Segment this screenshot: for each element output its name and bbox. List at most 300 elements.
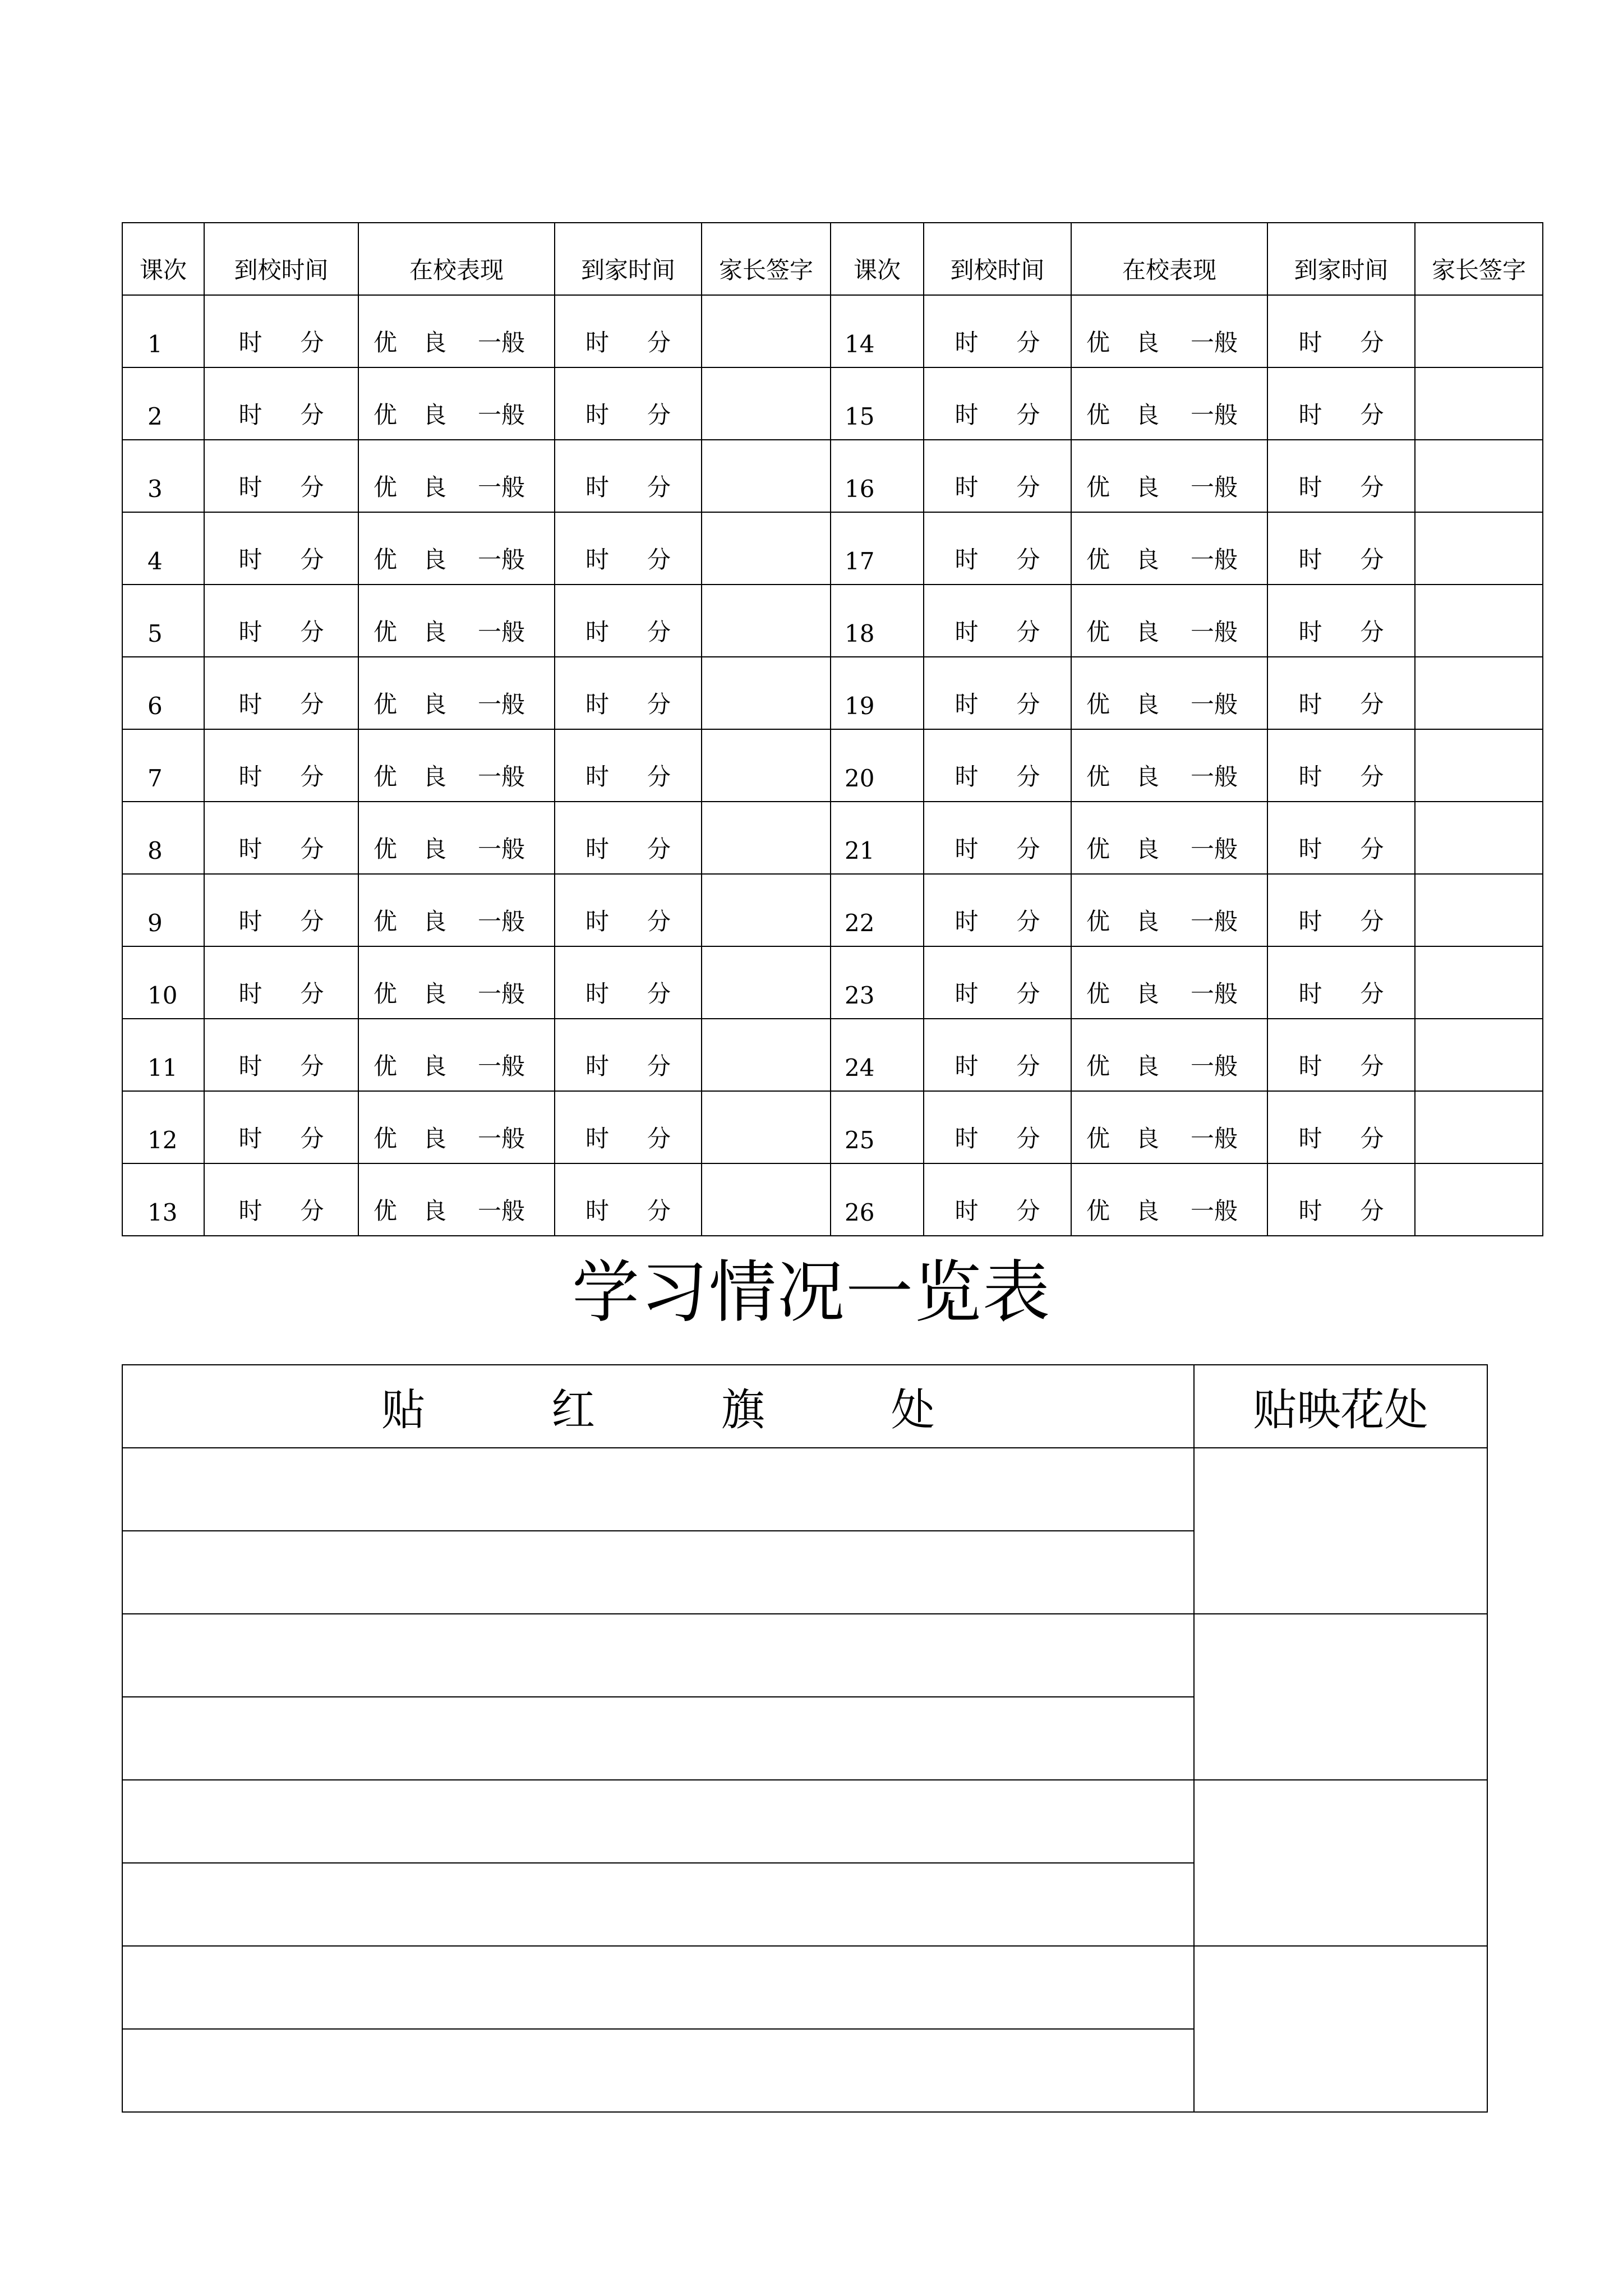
parent-signature-cell[interactable] bbox=[702, 585, 831, 657]
performance-good[interactable]: 良 bbox=[1136, 473, 1160, 501]
performance-cell[interactable] bbox=[358, 585, 555, 657]
performance-cell[interactable] bbox=[1071, 1019, 1267, 1091]
hour-label: 时 bbox=[585, 691, 609, 718]
performance-cell[interactable] bbox=[358, 657, 555, 729]
minute-label: 分 bbox=[647, 980, 671, 1007]
attendance-row bbox=[122, 1163, 1543, 1236]
performance-average[interactable]: 一般 bbox=[478, 401, 525, 429]
arrive-school-cell[interactable] bbox=[924, 1163, 1071, 1236]
performance-cell[interactable] bbox=[358, 367, 555, 440]
arrive-school-cell[interactable] bbox=[204, 1019, 358, 1091]
minute-label: 分 bbox=[1016, 329, 1040, 356]
performance-excellent[interactable]: 优 bbox=[1086, 691, 1110, 718]
arrive-school-cell[interactable] bbox=[204, 729, 358, 802]
performance-average[interactable]: 一般 bbox=[478, 1052, 525, 1080]
arrive-school-cell[interactable] bbox=[204, 1163, 358, 1236]
parent-signature-cell[interactable] bbox=[1415, 729, 1543, 802]
arrive-home-cell[interactable] bbox=[1267, 440, 1415, 512]
lesson-number: 1 bbox=[122, 295, 204, 367]
arrive-school-cell[interactable] bbox=[924, 729, 1071, 802]
performance-cell[interactable] bbox=[358, 1163, 555, 1236]
parent-signature-cell[interactable] bbox=[702, 729, 831, 802]
arrive-home-cell[interactable] bbox=[555, 585, 702, 657]
arrive-home-cell[interactable] bbox=[555, 440, 702, 512]
hour-label: 时 bbox=[1298, 1125, 1322, 1152]
parent-signature-cell[interactable] bbox=[1415, 440, 1543, 512]
hour-label: 时 bbox=[238, 546, 262, 573]
parent-signature-cell[interactable] bbox=[1415, 1019, 1543, 1091]
lesson-number: 7 bbox=[122, 729, 204, 802]
performance-cell[interactable] bbox=[358, 946, 555, 1019]
performance-good[interactable]: 良 bbox=[1136, 618, 1160, 646]
performance-good[interactable]: 良 bbox=[423, 546, 447, 573]
performance-cell[interactable] bbox=[1071, 440, 1267, 512]
performance-average[interactable]: 一般 bbox=[1191, 763, 1238, 790]
parent-signature-cell[interactable] bbox=[1415, 512, 1543, 585]
performance-excellent[interactable]: 优 bbox=[1086, 1197, 1110, 1225]
hour-label: 时 bbox=[238, 763, 262, 790]
hour-label: 时 bbox=[955, 691, 979, 718]
performance-good[interactable]: 良 bbox=[1136, 1197, 1160, 1225]
arrive-home-cell[interactable] bbox=[1267, 295, 1415, 367]
performance-average[interactable]: 一般 bbox=[1191, 835, 1238, 863]
header-arrive-home: 到家时间 bbox=[555, 223, 702, 295]
performance-excellent[interactable]: 优 bbox=[374, 473, 398, 501]
parent-signature-cell[interactable] bbox=[1415, 1163, 1543, 1236]
arrive-home-cell[interactable] bbox=[555, 657, 702, 729]
flower-cell[interactable] bbox=[1194, 1614, 1487, 1780]
hour-label: 时 bbox=[238, 691, 262, 718]
flower-cell[interactable] bbox=[1194, 1946, 1487, 2112]
arrive-school-cell[interactable] bbox=[924, 657, 1071, 729]
arrive-home-cell[interactable] bbox=[1267, 585, 1415, 657]
hour-label: 时 bbox=[955, 546, 979, 573]
lesson-number: 9 bbox=[122, 874, 204, 946]
minute-label: 分 bbox=[647, 401, 671, 429]
minute-label: 分 bbox=[1360, 546, 1384, 573]
performance-average[interactable]: 一般 bbox=[1191, 546, 1238, 573]
performance-cell[interactable] bbox=[1071, 1163, 1267, 1236]
performance-cell[interactable] bbox=[1071, 802, 1267, 874]
performance-excellent[interactable]: 优 bbox=[374, 835, 398, 863]
sticker-row bbox=[122, 1614, 1487, 1697]
arrive-home-cell[interactable] bbox=[1267, 729, 1415, 802]
parent-signature-cell[interactable] bbox=[702, 440, 831, 512]
performance-cell[interactable] bbox=[1071, 585, 1267, 657]
hour-label: 时 bbox=[238, 980, 262, 1007]
arrive-home-cell[interactable] bbox=[1267, 802, 1415, 874]
arrive-home-cell[interactable] bbox=[555, 512, 702, 585]
performance-good[interactable]: 良 bbox=[1136, 401, 1160, 429]
performance-average[interactable]: 一般 bbox=[1191, 908, 1238, 935]
parent-signature-cell[interactable] bbox=[702, 802, 831, 874]
minute-label: 分 bbox=[300, 908, 324, 935]
performance-excellent[interactable]: 优 bbox=[374, 980, 398, 1007]
performance-excellent[interactable]: 优 bbox=[1086, 618, 1110, 646]
performance-excellent[interactable]: 优 bbox=[1086, 835, 1110, 863]
sticker-row bbox=[122, 1946, 1487, 2029]
performance-excellent[interactable]: 优 bbox=[1086, 401, 1110, 429]
page-title: 学习情况一览表 bbox=[572, 1254, 1051, 1332]
parent-signature-cell[interactable] bbox=[702, 946, 831, 1019]
performance-average[interactable]: 一般 bbox=[478, 329, 525, 356]
performance-average[interactable]: 一般 bbox=[1191, 401, 1238, 429]
hour-label: 时 bbox=[1298, 691, 1322, 718]
arrive-home-cell[interactable] bbox=[1267, 367, 1415, 440]
arrive-school-cell[interactable] bbox=[924, 802, 1071, 874]
performance-excellent[interactable]: 优 bbox=[1086, 546, 1110, 573]
lesson-number: 13 bbox=[122, 1163, 204, 1236]
minute-label: 分 bbox=[1016, 1125, 1040, 1152]
performance-cell[interactable] bbox=[358, 874, 555, 946]
performance-good[interactable]: 良 bbox=[1136, 1125, 1160, 1152]
performance-cell[interactable] bbox=[1071, 1091, 1267, 1163]
minute-label: 分 bbox=[300, 401, 324, 429]
arrive-home-cell[interactable] bbox=[555, 802, 702, 874]
hour-label: 时 bbox=[1298, 401, 1322, 429]
performance-good[interactable]: 良 bbox=[1136, 1052, 1160, 1080]
performance-average[interactable]: 一般 bbox=[478, 1197, 525, 1225]
performance-excellent[interactable]: 优 bbox=[1086, 329, 1110, 356]
flag-header-char: 处 bbox=[891, 1385, 935, 1435]
performance-average[interactable]: 一般 bbox=[478, 908, 525, 935]
performance-good[interactable]: 良 bbox=[423, 401, 447, 429]
performance-good[interactable]: 良 bbox=[423, 980, 447, 1007]
parent-signature-cell[interactable] bbox=[1415, 1091, 1543, 1163]
hour-label: 时 bbox=[238, 473, 262, 501]
hour-label: 时 bbox=[955, 1197, 979, 1225]
performance-average[interactable]: 一般 bbox=[478, 980, 525, 1007]
performance-good[interactable]: 良 bbox=[423, 1125, 447, 1152]
performance-excellent[interactable]: 优 bbox=[1086, 473, 1110, 501]
minute-label: 分 bbox=[300, 1052, 324, 1080]
performance-average[interactable]: 一般 bbox=[478, 473, 525, 501]
lesson-number: 25 bbox=[831, 1091, 924, 1163]
performance-good[interactable]: 良 bbox=[423, 691, 447, 718]
arrive-home-cell[interactable] bbox=[555, 367, 702, 440]
minute-label: 分 bbox=[300, 980, 324, 1007]
performance-good[interactable]: 良 bbox=[1136, 329, 1160, 356]
performance-average[interactable]: 一般 bbox=[1191, 618, 1238, 646]
lesson-number: 19 bbox=[831, 657, 924, 729]
minute-label: 分 bbox=[1016, 401, 1040, 429]
minute-label: 分 bbox=[1360, 980, 1384, 1007]
attendance-row bbox=[122, 946, 1543, 1019]
arrive-school-cell[interactable] bbox=[204, 585, 358, 657]
red-flag-header bbox=[122, 1365, 1194, 1448]
parent-signature-cell[interactable] bbox=[702, 657, 831, 729]
red-flag-cell[interactable] bbox=[122, 1614, 1194, 1697]
performance-excellent[interactable]: 优 bbox=[1086, 908, 1110, 935]
arrive-school-cell[interactable] bbox=[924, 1091, 1071, 1163]
arrive-home-cell[interactable] bbox=[1267, 1163, 1415, 1236]
arrive-school-cell[interactable] bbox=[924, 874, 1071, 946]
minute-label: 分 bbox=[647, 908, 671, 935]
performance-average[interactable]: 一般 bbox=[478, 1125, 525, 1152]
hour-label: 时 bbox=[238, 618, 262, 646]
parent-signature-cell[interactable] bbox=[1415, 367, 1543, 440]
hour-label: 时 bbox=[238, 329, 262, 356]
performance-good[interactable]: 良 bbox=[1136, 908, 1160, 935]
hour-label: 时 bbox=[585, 546, 609, 573]
minute-label: 分 bbox=[300, 691, 324, 718]
parent-signature-cell[interactable] bbox=[1415, 657, 1543, 729]
lesson-number: 6 bbox=[122, 657, 204, 729]
performance-good[interactable]: 良 bbox=[1136, 980, 1160, 1007]
performance-good[interactable]: 良 bbox=[1136, 835, 1160, 863]
parent-signature-cell[interactable] bbox=[702, 1091, 831, 1163]
minute-label: 分 bbox=[1360, 908, 1384, 935]
arrive-school-cell[interactable] bbox=[924, 512, 1071, 585]
arrive-school-cell[interactable] bbox=[204, 802, 358, 874]
performance-average[interactable]: 一般 bbox=[478, 835, 525, 863]
hour-label: 时 bbox=[585, 980, 609, 1007]
performance-good[interactable]: 良 bbox=[423, 618, 447, 646]
arrive-school-cell[interactable] bbox=[924, 1019, 1071, 1091]
lesson-number: 3 bbox=[122, 440, 204, 512]
arrive-home-cell[interactable] bbox=[555, 295, 702, 367]
lesson-number: 16 bbox=[831, 440, 924, 512]
minute-label: 分 bbox=[647, 1052, 671, 1080]
lesson-number: 8 bbox=[122, 802, 204, 874]
parent-signature-cell[interactable] bbox=[702, 1163, 831, 1236]
hour-label: 时 bbox=[955, 473, 979, 501]
lesson-number: 4 bbox=[122, 512, 204, 585]
arrive-home-cell[interactable] bbox=[555, 946, 702, 1019]
hour-label: 时 bbox=[238, 835, 262, 863]
performance-excellent[interactable]: 优 bbox=[374, 691, 398, 718]
performance-good[interactable]: 良 bbox=[423, 763, 447, 790]
hour-label: 时 bbox=[955, 1125, 979, 1152]
arrive-school-cell[interactable] bbox=[924, 946, 1071, 1019]
arrive-home-cell[interactable] bbox=[1267, 1091, 1415, 1163]
arrive-school-cell[interactable] bbox=[924, 585, 1071, 657]
flag-header-char: 贴 bbox=[381, 1385, 426, 1435]
hour-label: 时 bbox=[585, 763, 609, 790]
performance-good[interactable]: 良 bbox=[1136, 691, 1160, 718]
performance-excellent[interactable]: 优 bbox=[374, 618, 398, 646]
hour-label: 时 bbox=[585, 473, 609, 501]
arrive-home-cell[interactable] bbox=[1267, 1019, 1415, 1091]
performance-cell[interactable] bbox=[358, 440, 555, 512]
minute-label: 分 bbox=[1360, 401, 1384, 429]
performance-cell[interactable] bbox=[1071, 295, 1267, 367]
arrive-home-cell[interactable] bbox=[1267, 874, 1415, 946]
performance-cell[interactable] bbox=[1071, 657, 1267, 729]
lesson-number: 2 bbox=[122, 367, 204, 440]
performance-excellent[interactable]: 优 bbox=[374, 763, 398, 790]
attendance-row bbox=[122, 802, 1543, 874]
performance-excellent[interactable]: 优 bbox=[374, 1125, 398, 1152]
parent-signature-cell[interactable] bbox=[702, 295, 831, 367]
attendance-row bbox=[122, 657, 1543, 729]
arrive-school-cell[interactable] bbox=[204, 657, 358, 729]
performance-average[interactable]: 一般 bbox=[1191, 980, 1238, 1007]
arrive-home-cell[interactable] bbox=[1267, 657, 1415, 729]
parent-signature-cell[interactable] bbox=[702, 512, 831, 585]
attendance-row bbox=[122, 440, 1543, 512]
performance-excellent[interactable]: 优 bbox=[374, 1052, 398, 1080]
header-parent-signature: 家长签字 bbox=[702, 223, 831, 295]
performance-average[interactable]: 一般 bbox=[1191, 473, 1238, 501]
performance-cell[interactable] bbox=[1071, 729, 1267, 802]
performance-cell[interactable] bbox=[1071, 367, 1267, 440]
minute-label: 分 bbox=[1360, 1125, 1384, 1152]
performance-cell[interactable] bbox=[358, 729, 555, 802]
flag-header-char: 红 bbox=[551, 1385, 596, 1435]
minute-label: 分 bbox=[1360, 1197, 1384, 1225]
lesson-number: 26 bbox=[831, 1163, 924, 1236]
hour-label: 时 bbox=[955, 401, 979, 429]
hour-label: 时 bbox=[955, 908, 979, 935]
minute-label: 分 bbox=[647, 1125, 671, 1152]
red-flag-cell[interactable] bbox=[122, 1448, 1194, 1531]
minute-label: 分 bbox=[1016, 908, 1040, 935]
arrive-home-cell[interactable] bbox=[555, 1091, 702, 1163]
performance-excellent[interactable]: 优 bbox=[1086, 1052, 1110, 1080]
performance-average[interactable]: 一般 bbox=[1191, 1197, 1238, 1225]
performance-good[interactable]: 良 bbox=[1136, 546, 1160, 573]
minute-label: 分 bbox=[647, 691, 671, 718]
parent-signature-cell[interactable] bbox=[702, 1019, 831, 1091]
performance-excellent[interactable]: 优 bbox=[1086, 1125, 1110, 1152]
minute-label: 分 bbox=[1360, 473, 1384, 501]
red-flag-cell[interactable] bbox=[122, 1697, 1194, 1780]
performance-average[interactable]: 一般 bbox=[1191, 329, 1238, 356]
performance-average[interactable]: 一般 bbox=[1191, 691, 1238, 718]
parent-signature-cell[interactable] bbox=[702, 874, 831, 946]
attendance-row bbox=[122, 295, 1543, 367]
arrive-home-cell[interactable] bbox=[555, 1019, 702, 1091]
lesson-number: 18 bbox=[831, 585, 924, 657]
flower-cell[interactable] bbox=[1194, 1448, 1487, 1614]
performance-average[interactable]: 一般 bbox=[1191, 1125, 1238, 1152]
performance-good[interactable]: 良 bbox=[423, 908, 447, 935]
minute-label: 分 bbox=[1016, 546, 1040, 573]
attendance-row bbox=[122, 1091, 1543, 1163]
performance-cell[interactable] bbox=[358, 802, 555, 874]
minute-label: 分 bbox=[1016, 980, 1040, 1007]
performance-excellent[interactable]: 优 bbox=[374, 546, 398, 573]
flower-cell[interactable] bbox=[1194, 1780, 1487, 1946]
performance-excellent[interactable]: 优 bbox=[374, 908, 398, 935]
performance-excellent[interactable]: 优 bbox=[1086, 980, 1110, 1007]
performance-cell[interactable] bbox=[358, 295, 555, 367]
arrive-school-cell[interactable] bbox=[924, 440, 1071, 512]
arrive-school-cell[interactable] bbox=[204, 1091, 358, 1163]
red-flag-cell[interactable] bbox=[122, 1946, 1194, 2029]
arrive-home-cell[interactable] bbox=[1267, 512, 1415, 585]
minute-label: 分 bbox=[300, 329, 324, 356]
performance-good[interactable]: 良 bbox=[423, 473, 447, 501]
flower-header: 贴映花处 bbox=[1194, 1365, 1487, 1448]
arrive-school-cell[interactable] bbox=[204, 295, 358, 367]
performance-good[interactable]: 良 bbox=[1136, 763, 1160, 790]
hour-label: 时 bbox=[955, 618, 979, 646]
hour-label: 时 bbox=[585, 1125, 609, 1152]
minute-label: 分 bbox=[300, 835, 324, 863]
lesson-number: 23 bbox=[831, 946, 924, 1019]
performance-good[interactable]: 良 bbox=[423, 1197, 447, 1225]
performance-excellent[interactable]: 优 bbox=[1086, 763, 1110, 790]
arrive-home-cell[interactable] bbox=[555, 874, 702, 946]
performance-good[interactable]: 良 bbox=[423, 1052, 447, 1080]
performance-good[interactable]: 良 bbox=[423, 835, 447, 863]
header-school-performance: 在校表现 bbox=[1071, 223, 1267, 295]
performance-excellent[interactable]: 优 bbox=[374, 1197, 398, 1225]
arrive-home-cell[interactable] bbox=[555, 729, 702, 802]
performance-average[interactable]: 一般 bbox=[478, 691, 525, 718]
arrive-school-cell[interactable] bbox=[924, 295, 1071, 367]
performance-average[interactable]: 一般 bbox=[478, 618, 525, 646]
parent-signature-cell[interactable] bbox=[1415, 802, 1543, 874]
minute-label: 分 bbox=[1360, 329, 1384, 356]
hour-label: 时 bbox=[1298, 763, 1322, 790]
minute-label: 分 bbox=[300, 763, 324, 790]
performance-average[interactable]: 一般 bbox=[478, 763, 525, 790]
hour-label: 时 bbox=[238, 401, 262, 429]
arrive-school-cell[interactable] bbox=[204, 874, 358, 946]
minute-label: 分 bbox=[300, 546, 324, 573]
performance-cell[interactable] bbox=[1071, 874, 1267, 946]
sticker-row bbox=[122, 1780, 1487, 1863]
arrive-home-cell[interactable] bbox=[555, 1163, 702, 1236]
parent-signature-cell[interactable] bbox=[1415, 295, 1543, 367]
performance-cell[interactable] bbox=[1071, 946, 1267, 1019]
hour-label: 时 bbox=[585, 835, 609, 863]
hour-label: 时 bbox=[585, 401, 609, 429]
arrive-school-cell[interactable] bbox=[204, 440, 358, 512]
minute-label: 分 bbox=[647, 329, 671, 356]
minute-label: 分 bbox=[1016, 691, 1040, 718]
parent-signature-cell[interactable] bbox=[1415, 585, 1543, 657]
minute-label: 分 bbox=[300, 1125, 324, 1152]
sticker-header-row bbox=[122, 1365, 1487, 1448]
attendance-row bbox=[122, 1019, 1543, 1091]
attendance-row bbox=[122, 729, 1543, 802]
performance-excellent[interactable]: 优 bbox=[374, 401, 398, 429]
arrive-home-cell[interactable] bbox=[1267, 946, 1415, 1019]
parent-signature-cell[interactable] bbox=[702, 367, 831, 440]
red-flag-cell[interactable] bbox=[122, 1863, 1194, 1946]
performance-cell[interactable] bbox=[358, 1091, 555, 1163]
header-arrive-school: 到校时间 bbox=[204, 223, 358, 295]
arrive-school-cell[interactable] bbox=[924, 367, 1071, 440]
hour-label: 时 bbox=[585, 1197, 609, 1225]
red-flag-cell[interactable] bbox=[122, 1531, 1194, 1614]
performance-average[interactable]: 一般 bbox=[478, 546, 525, 573]
performance-cell[interactable] bbox=[358, 1019, 555, 1091]
minute-label: 分 bbox=[1360, 618, 1384, 646]
minute-label: 分 bbox=[1016, 618, 1040, 646]
arrive-school-cell[interactable] bbox=[204, 946, 358, 1019]
parent-signature-cell[interactable] bbox=[1415, 874, 1543, 946]
hour-label: 时 bbox=[238, 908, 262, 935]
minute-label: 分 bbox=[300, 618, 324, 646]
performance-cell[interactable] bbox=[358, 512, 555, 585]
minute-label: 分 bbox=[1360, 763, 1384, 790]
red-flag-cell[interactable] bbox=[122, 1780, 1194, 1863]
parent-signature-cell[interactable] bbox=[1415, 946, 1543, 1019]
performance-excellent[interactable]: 优 bbox=[374, 329, 398, 356]
lesson-number: 20 bbox=[831, 729, 924, 802]
performance-average[interactable]: 一般 bbox=[1191, 1052, 1238, 1080]
red-flag-cell[interactable] bbox=[122, 2029, 1194, 2112]
arrive-school-cell[interactable] bbox=[204, 367, 358, 440]
arrive-school-cell[interactable] bbox=[204, 512, 358, 585]
performance-good[interactable]: 良 bbox=[423, 329, 447, 356]
performance-cell[interactable] bbox=[1071, 512, 1267, 585]
